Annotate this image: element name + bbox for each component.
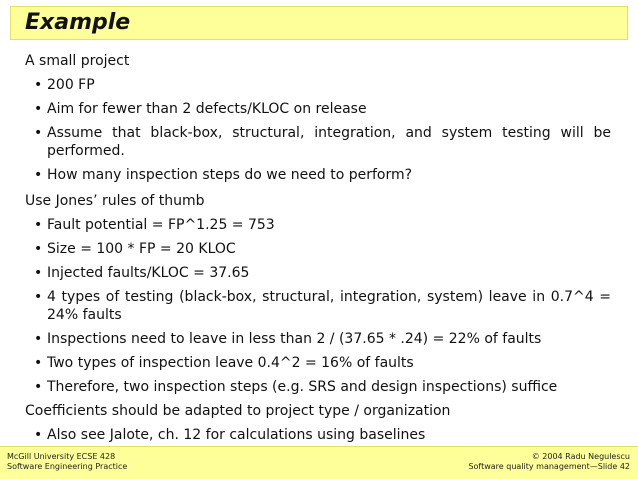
bullet-dot: •: [34, 265, 43, 281]
footer-copyright: © 2004 Radu Negulescu: [531, 452, 630, 461]
bullet-dot: •: [34, 355, 43, 371]
bullet-item: [25, 124, 617, 160]
bullet-item: [25, 354, 617, 372]
footer-course-title: Software Engineering Practice: [7, 462, 128, 471]
bullet-text: Size = 100 * FP = 20 KLOC: [47, 241, 236, 257]
bullet-item: [25, 378, 617, 396]
footer-left: [7, 452, 127, 472]
slide-title: Example: [25, 10, 131, 35]
bullet-item: [25, 330, 617, 348]
bullet-item: [25, 426, 617, 444]
slide-content: [25, 52, 617, 450]
bullet-dot: •: [34, 77, 43, 93]
section-heading-coefficients: Coefficients should be adapted to project type / organization: [25, 403, 451, 419]
bullet-list-coefficients: [25, 426, 617, 444]
bullet-dot: •: [34, 289, 43, 305]
bullet-dot: •: [34, 101, 43, 117]
bullet-text: Aim for fewer than 2 defects/KLOC on release: [47, 101, 367, 117]
bullet-item: [25, 76, 617, 94]
slide-footer: [0, 446, 638, 479]
bullet-dot: •: [34, 427, 43, 443]
bullet-item: [25, 166, 617, 184]
bullet-item: [25, 288, 617, 324]
section-heading-jones-rules: Use Jones’ rules of thumb: [25, 193, 205, 209]
bullet-item: [25, 264, 617, 282]
bullet-dot: •: [34, 217, 43, 233]
bullet-text: Two types of inspection leave 0.4^2 = 16% of faults: [47, 355, 414, 371]
bullet-list-jones-rules: [25, 216, 617, 396]
bullet-item: [25, 216, 617, 234]
bullet-text: Assume that black-box, structural, integration, and system testing will be performed.: [47, 125, 611, 159]
bullet-item: [25, 240, 617, 258]
bullet-text: How many inspection steps do we need to perform?: [47, 167, 413, 183]
section-heading-small-project: A small project: [25, 53, 130, 69]
bullet-dot: •: [34, 331, 43, 347]
bullet-item: [25, 100, 617, 118]
footer-slide-number: Software quality management—Slide 42: [468, 462, 630, 471]
bullet-text: Also see Jalote, ch. 12 for calculations using baselines: [47, 427, 426, 443]
bullet-dot: •: [34, 379, 43, 395]
bullet-text: Therefore, two inspection steps (e.g. SRS and design inspections) suffice: [47, 379, 558, 395]
bullet-text: Injected faults/KLOC = 37.65: [47, 265, 250, 281]
bullet-dot: •: [34, 167, 43, 183]
bullet-text: Inspections need to leave in less than 2 / (37.65 * .24) = 22% of faults: [47, 331, 542, 347]
bullet-text: Fault potential = FP^1.25 = 753: [47, 217, 275, 233]
footer-right: [468, 452, 630, 472]
bullet-list-small-project: [25, 76, 617, 184]
bullet-text: 200 FP: [47, 77, 95, 93]
bullet-dot: •: [34, 241, 43, 257]
title-bar: [10, 6, 628, 40]
bullet-text: 4 types of testing (black-box, structural, integration, system) leave in 0.7^4 = 24% faults: [47, 289, 611, 323]
bullet-dot: •: [34, 125, 43, 141]
footer-course: McGill University ECSE 428: [7, 452, 116, 461]
